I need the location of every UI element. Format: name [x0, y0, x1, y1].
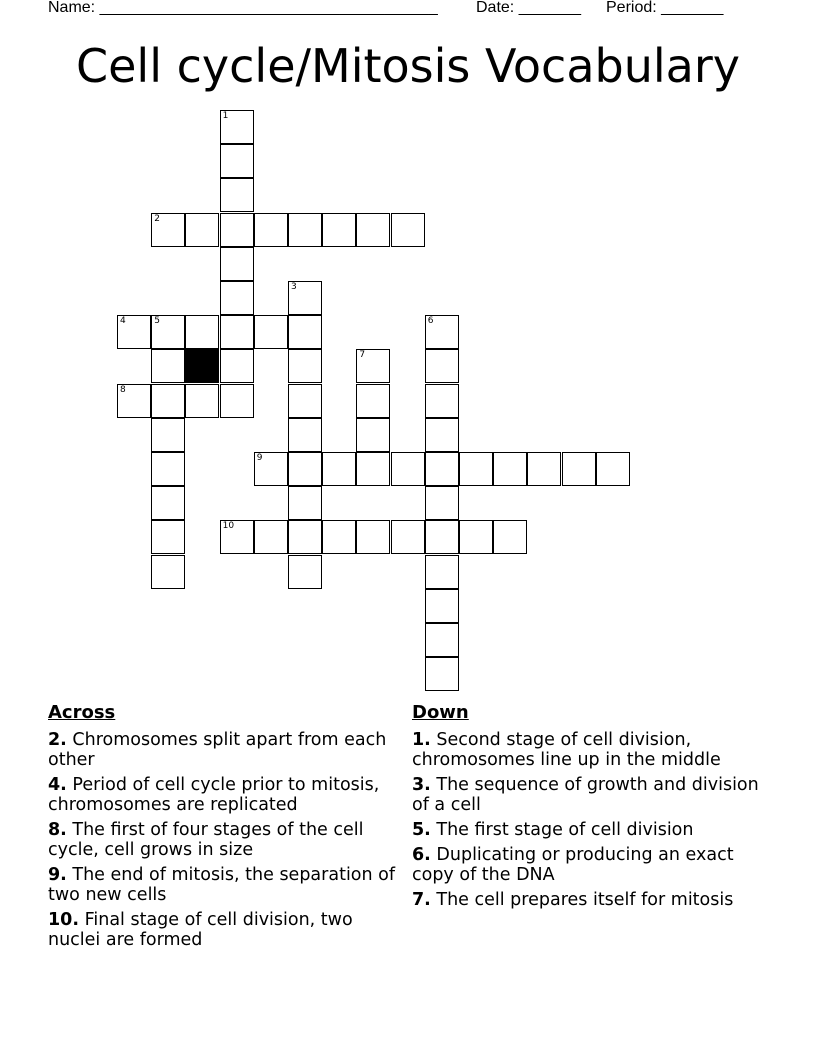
name-field-label: Name: ______________________________________: [48, 0, 438, 16]
crossword-cell[interactable]: [356, 213, 390, 247]
crossword-cell[interactable]: [425, 520, 459, 554]
crossword-cell[interactable]: [425, 452, 459, 486]
crossword-cell[interactable]: [151, 213, 185, 247]
crossword-cell[interactable]: [220, 520, 254, 554]
crossword-cell[interactable]: [220, 178, 254, 212]
crossword-cell[interactable]: [288, 555, 322, 589]
across-clue: [48, 865, 400, 905]
crossword-cell[interactable]: [391, 520, 425, 554]
crossword-cell[interactable]: [220, 247, 254, 281]
crossword-cell[interactable]: [425, 657, 459, 691]
crossword-cell[interactable]: [322, 452, 356, 486]
crossword-cell[interactable]: [220, 349, 254, 383]
crossword-cell[interactable]: [391, 213, 425, 247]
crossword-cell[interactable]: [151, 349, 185, 383]
across-clue: [48, 775, 400, 815]
crossword-cell[interactable]: [151, 555, 185, 589]
crossword-cell[interactable]: [288, 452, 322, 486]
clue-text: The cell prepares itself for mitosis: [430, 890, 734, 910]
crossword-cell[interactable]: [288, 418, 322, 452]
crossword-cell[interactable]: [220, 281, 254, 315]
clue-number: 9.: [48, 865, 67, 885]
clue-number: 1.: [412, 730, 431, 750]
crossword-cell[interactable]: [288, 520, 322, 554]
down-heading: Down: [412, 702, 469, 723]
clue-text: Period of cell cycle prior to mitosis, chromosomes are replicated: [48, 775, 380, 815]
down-clue: [412, 730, 762, 770]
period-field-label: Period: _______: [606, 0, 724, 16]
across-heading: Across: [48, 702, 116, 723]
crossword-cell[interactable]: [391, 452, 425, 486]
crossword-cell[interactable]: [562, 452, 596, 486]
crossword-cell[interactable]: [254, 520, 288, 554]
crossword-cell[interactable]: [322, 520, 356, 554]
across-clue: [48, 730, 400, 770]
down-clue: [412, 890, 762, 910]
clue-text: Final stage of cell division, two nuclei are formed: [48, 910, 353, 950]
clue-text: Second stage of cell division, chromosomes line up in the middle: [412, 730, 721, 770]
clue-number: 5.: [412, 820, 431, 840]
crossword-cell-number: 9: [256, 453, 263, 463]
crossword-cell[interactable]: [425, 418, 459, 452]
crossword-cell[interactable]: [151, 315, 185, 349]
across-clue: [48, 820, 400, 860]
crossword-cell[interactable]: [288, 384, 322, 418]
crossword-cell[interactable]: [425, 589, 459, 623]
clue-text: The end of mitosis, the separation of two new cells: [48, 865, 396, 905]
clue-number: 6.: [412, 845, 431, 865]
crossword-cell[interactable]: [356, 349, 390, 383]
crossword-cell-number: 7: [359, 350, 366, 361]
crossword-cell[interactable]: [288, 281, 322, 315]
crossword-cell-number: 8: [120, 384, 126, 395]
crossword-cell[interactable]: [185, 213, 219, 247]
crossword-cell[interactable]: [288, 213, 322, 247]
crossword-cell[interactable]: [596, 452, 630, 486]
crossword-cell[interactable]: [220, 384, 254, 418]
crossword-block-cell: [185, 349, 219, 383]
clue-text: Duplicating or producing an exact copy of the DNA: [412, 845, 734, 885]
crossword-cell[interactable]: [151, 384, 185, 418]
clue-number: 10.: [48, 910, 80, 930]
crossword-cell[interactable]: [356, 384, 390, 418]
clue-text: The sequence of growth and division of a cell: [412, 775, 759, 815]
crossword-cell[interactable]: [185, 384, 219, 418]
crossword-cell[interactable]: [220, 315, 254, 349]
clue-number: 7.: [412, 890, 431, 910]
clue-number: 2.: [48, 730, 67, 750]
clue-text: The first of four stages of the cell cycle, cell grows in size: [48, 820, 364, 860]
down-clues: [412, 702, 762, 915]
down-clue: [412, 845, 762, 885]
crossword-cell[interactable]: [527, 452, 561, 486]
crossword-cell[interactable]: [493, 520, 527, 554]
crossword-cell[interactable]: [356, 520, 390, 554]
crossword-cell[interactable]: [151, 452, 185, 486]
crossword-cell[interactable]: [425, 555, 459, 589]
crossword-cell[interactable]: [425, 315, 459, 349]
clue-text: Chromosomes split apart from each other: [48, 730, 387, 770]
crossword-cell-number: 4: [120, 316, 126, 327]
crossword-cell[interactable]: [220, 213, 254, 247]
crossword-cell[interactable]: [459, 520, 493, 554]
across-clues: [48, 702, 400, 955]
down-clue: [412, 775, 762, 815]
crossword-cell[interactable]: [288, 486, 322, 520]
crossword-cell[interactable]: [425, 623, 459, 657]
crossword-cell-number: 2: [154, 213, 160, 224]
down-clue: [412, 820, 762, 840]
crossword-cell-number: 10: [222, 521, 235, 532]
crossword-cell-number: 5: [154, 316, 160, 327]
crossword-cell[interactable]: [322, 213, 356, 247]
crossword-cell[interactable]: [117, 384, 151, 418]
crossword-cell[interactable]: [356, 418, 390, 452]
clue-text: The first stage of cell division: [430, 820, 694, 840]
crossword-cell[interactable]: [185, 315, 219, 349]
crossword-cell-number: 1: [222, 111, 229, 121]
crossword-cell[interactable]: [220, 144, 254, 178]
crossword-cell[interactable]: [459, 452, 493, 486]
crossword-cell-number: 6: [427, 316, 434, 327]
crossword-cell[interactable]: [151, 520, 185, 554]
crossword-cell[interactable]: [356, 452, 390, 486]
crossword-cell[interactable]: [151, 418, 185, 452]
crossword-cell[interactable]: [220, 110, 254, 144]
crossword-cell[interactable]: [254, 315, 288, 349]
clue-number: 8.: [48, 820, 67, 840]
across-clue: [48, 910, 400, 950]
crossword-cell[interactable]: [288, 315, 322, 349]
crossword-cell[interactable]: [425, 384, 459, 418]
clue-number: 3.: [412, 775, 431, 795]
crossword-cell-number: 3: [291, 282, 297, 292]
crossword-cell[interactable]: [425, 486, 459, 520]
crossword-cell[interactable]: [288, 349, 322, 383]
crossword-cell[interactable]: [493, 452, 527, 486]
date-field-label: Date: _______: [476, 0, 581, 16]
clue-number: 4.: [48, 775, 67, 795]
crossword-cell[interactable]: [254, 213, 288, 247]
crossword-cell[interactable]: [254, 452, 288, 486]
crossword-cell[interactable]: [425, 349, 459, 383]
crossword-cell[interactable]: [151, 486, 185, 520]
page-title: Cell cycle/Mitosis Vocabulary: [76, 39, 740, 93]
crossword-cell[interactable]: [117, 315, 151, 349]
